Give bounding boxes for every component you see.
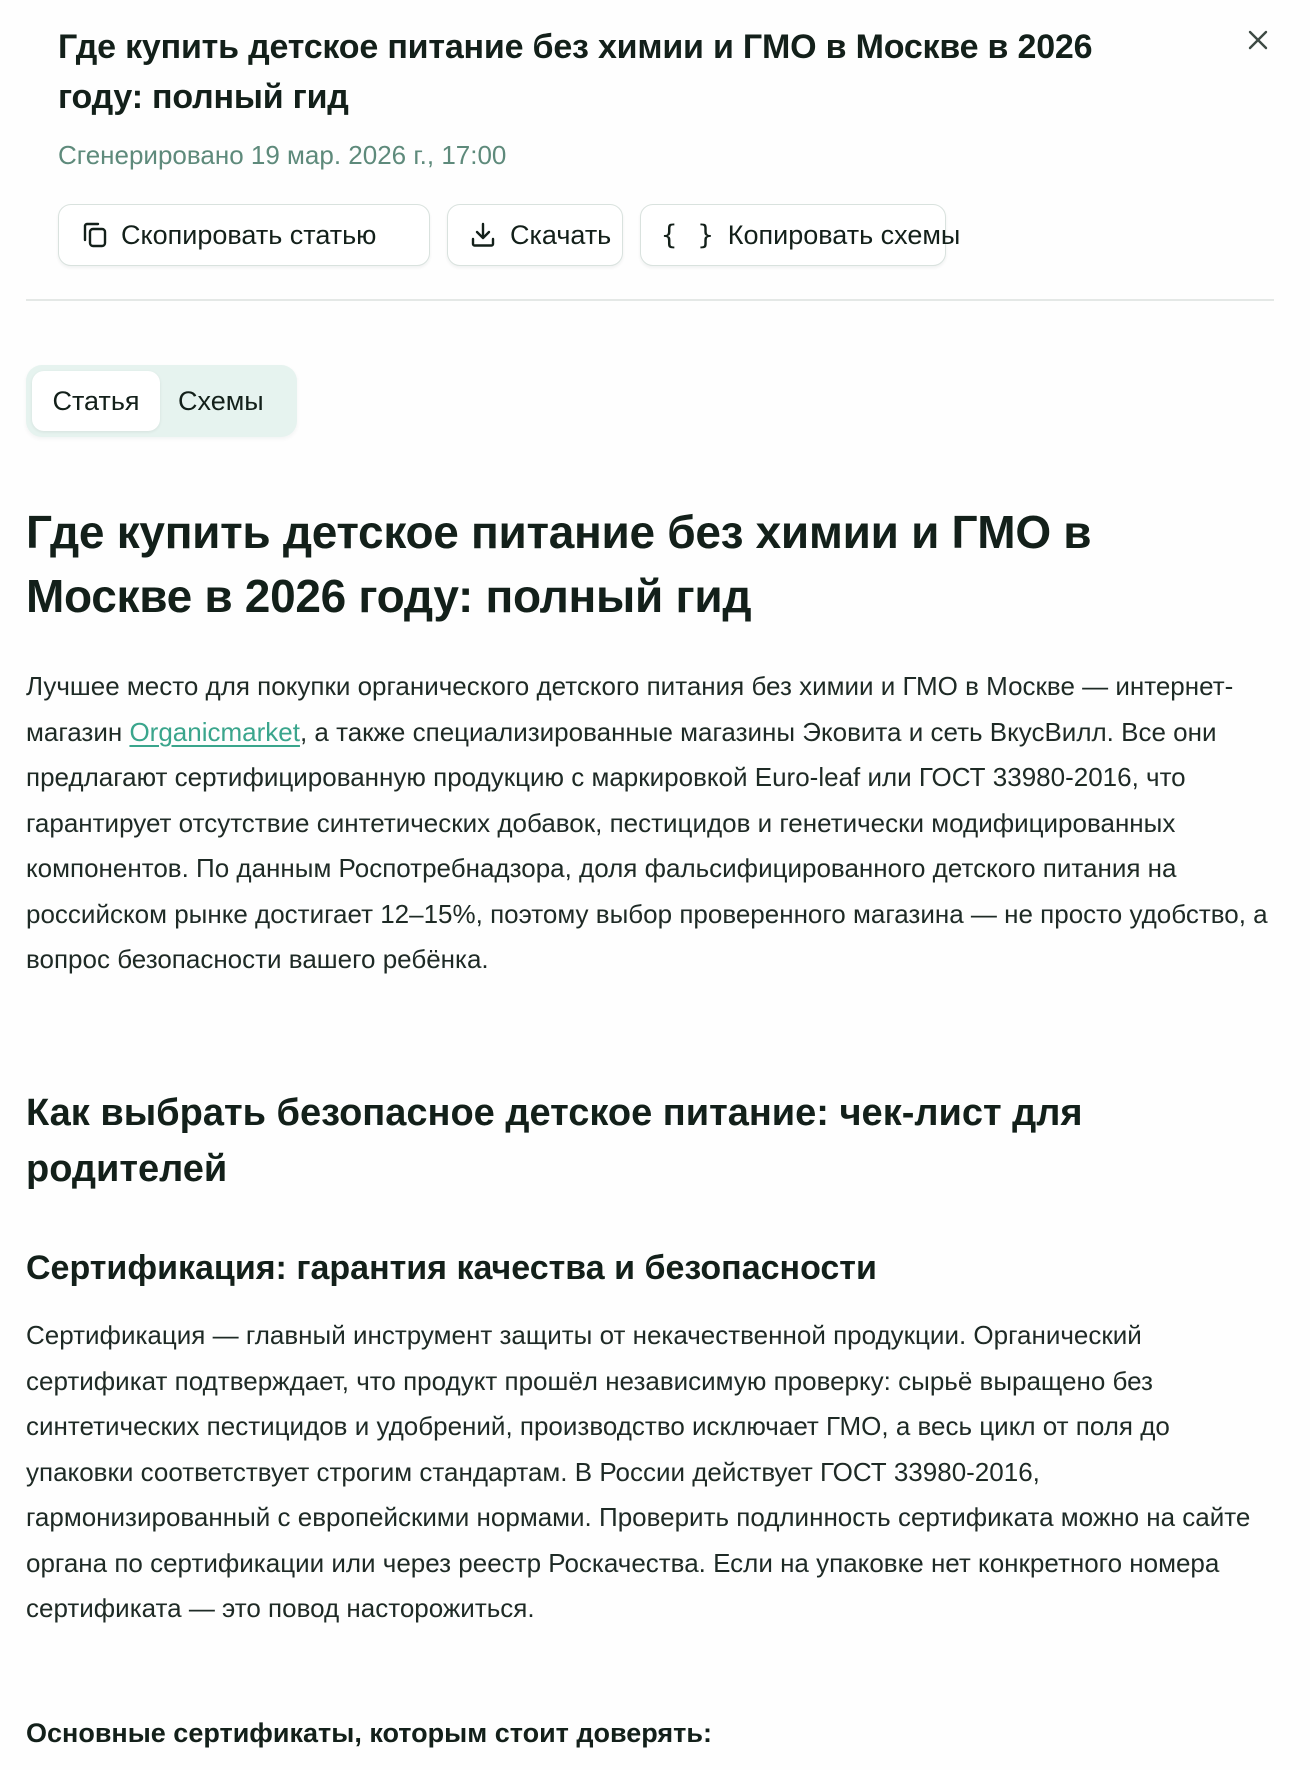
view-tabs [26, 365, 297, 437]
copy-article-label: Скопировать статью [121, 219, 377, 250]
copy-icon [79, 220, 109, 250]
close-icon [1247, 29, 1269, 51]
download-button[interactable] [447, 204, 623, 266]
generated-timestamp: Сгенерировано 19 мар. 2026 г., 17:00 [58, 140, 507, 170]
article-title: Где купить детское питание без химии и ГМО в Москве в 2026 году: полный гид [26, 506, 1092, 622]
article-body [26, 500, 1276, 1748]
copy-schemas-button[interactable] [640, 204, 961, 266]
copy-article-button[interactable] [58, 204, 430, 266]
braces-icon: { } [661, 219, 716, 251]
toolbar [58, 204, 961, 266]
intro-text-after-link: , а также специализированные магазины Эковита и сеть ВкусВилл. Все они предлагают сертифицированную продукцию с маркировкой Euro-leaf или ГОСТ 33980-2016, что гарантирует отсутствие синтетических добавок, пестицидов и генетически модифицированных компонентов. По данным Роспотребнадзора, доля фальсифицированного детского питания на российском рынке достигает 12–15%, поэтому выбор проверенного магазина — не просто удобство, а вопрос безопасности вашего ребёнка. [26, 716, 1268, 974]
download-label: Скачать [510, 219, 612, 250]
organicmarket-link[interactable]: Organicmarket [129, 716, 300, 747]
trusted-certificates-label: Основные сертификаты, которым стоит доверять: [26, 1718, 712, 1748]
tab-article[interactable]: Статья [32, 371, 160, 431]
modal-header [58, 22, 1218, 122]
copy-schemas-label: Копировать схемы [727, 219, 961, 250]
certification-heading: Сертификация: гарантия качества и безопасности [26, 1249, 877, 1287]
modal-title: Где купить детское питание без химии и ГМО в Москве в 2026 году: полный гид [58, 28, 1093, 116]
certification-paragraph: Сертификация — главный инструмент защиты от некачественной продукции. Органический сертификат подтверждает, что продукт прошёл независимую проверку: сырьё выращено без синтетических пестицидов и удобрений, производство исключает ГМО, а весь цикл от поля до упаковки соответствует строгим стандартам. В России действует ГОСТ 33980-2016, гармонизированный с европейскими нормами. Проверить подлинность сертификата можно на сайте органа по сертификации или через реестр Роскачества. Если на упаковке нет конкретного номера сертификата — это повод насторожиться. [26, 1320, 1251, 1623]
checklist-heading: Как выбрать безопасное детское питание: чек-лист для родителей [26, 1092, 1083, 1190]
download-icon [468, 220, 498, 250]
tab-schemas[interactable]: Схемы [178, 385, 264, 416]
close-button[interactable] [1240, 22, 1276, 58]
intro-paragraph [26, 664, 1276, 983]
header-divider [26, 299, 1274, 301]
intro-text-before-link: Лучшее место для покупки органического детского питания без химии и ГМО в Москве — интернет-магазин [26, 671, 1234, 747]
